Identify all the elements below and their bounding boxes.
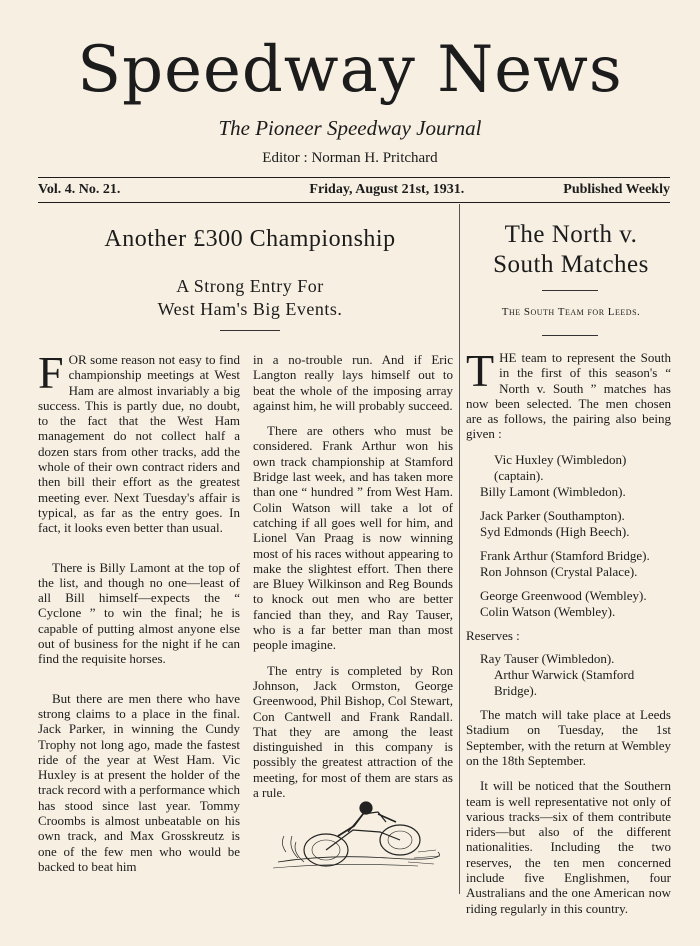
issue-date: Friday, August 21st, 1931. — [309, 182, 465, 197]
rider: Jack Parker (Southampton). — [480, 507, 625, 523]
right-headline-line1: The North v. — [504, 221, 638, 248]
rider: Billy Lamont (Wimbledon). — [480, 483, 626, 499]
right-article-column — [466, 345, 671, 926]
masthead-subtitle: The Pioneer Speedway Journal — [218, 116, 482, 140]
rider: Frank Arthur (Stamford Bridge). — [480, 547, 650, 563]
left-article-column-1 — [38, 347, 240, 884]
left-subhead-line2: West Ham's Big Events. — [157, 299, 343, 319]
paragraph: The entry is completed by Ron Johnson, Jack Ormston, George Greenwood, Phil Bishop, Col Stewart, Con Cantwell and Frank Randall. That they are among the least distinguished in this company is possibly the greatest attraction of the meeting, for most of them are stars as a rule. — [253, 662, 453, 801]
paragraph: It will be noticed that the Southern team is well representative not only of various tracks—six of them contribute riders—but also of the different nationalities. Including the two reserves, the ten men concerned include five Englishmen, four Australians and the one American now riding regularly in this country. — [466, 778, 671, 916]
team-pair — [466, 452, 671, 500]
speedway-rider-illustration — [268, 792, 444, 878]
volume-number: Vol. 4. No. 21. — [38, 182, 121, 197]
masthead-title: Speedway News — [77, 33, 623, 107]
left-headline-rule — [220, 330, 280, 331]
left-subhead-line1: A Strong Entry For — [176, 276, 324, 296]
rider: George Greenwood (Wembley). — [480, 587, 647, 603]
right-subhead-rule — [542, 335, 598, 336]
left-headline: Another £300 Championship — [104, 226, 396, 252]
right-subhead: The South Team for Leeds. — [501, 306, 641, 318]
dropcap: F — [38, 347, 64, 398]
publication-frequency: Published Weekly — [563, 182, 670, 197]
right-headline-rule — [542, 290, 598, 291]
rider: Colin Watson (Wembley). — [480, 603, 616, 619]
masthead-editor: Editor : Norman H. Pritchard — [262, 150, 438, 166]
paragraph: There is Billy Lamont at the top of the list, and though no one—least of all Bill himself—expects the “ Cyclone ” to win the final; he is capable of putting almost anyone else out of business for the night if he can find the requisite horses. — [38, 559, 240, 667]
left-subhead — [40, 275, 460, 321]
right-headline-line2: South Matches — [493, 251, 649, 278]
rider: Vic Huxley (Wimbledon) (captain). — [494, 451, 627, 483]
dropcap: T — [466, 345, 495, 396]
paragraph: There are others who must be considered. Frank Arthur won his own track championship at Stamford Bridge last week, and has taken more than one “ hundred ” from West Ham. Colin Watson will take a lot of catching if all goes well for him, and Lionel Van Praag is now winning most of his races without appearing to make the slightest effort. Then there are Bluey Wilkinson and Reg Bounds to knock out men who are better fancied than they, and Ray Tauser, who is a far better man than most people imagine. — [253, 423, 453, 653]
rider: Syd Edmonds (High Beech). — [480, 523, 630, 539]
top-rule — [38, 177, 670, 178]
reserve-rider: Ray Tauser (Wimbledon). — [480, 651, 615, 667]
reserves-label: Reserves : — [466, 627, 520, 643]
rider: Ron Johnson (Crystal Palace). — [480, 563, 638, 579]
paragraph: The match will take place at Leeds Stadium on Tuesday, the 1st September, with the return at Wembley on the 18th September. — [466, 707, 671, 768]
team-pair — [466, 548, 671, 580]
right-headline — [466, 220, 676, 280]
team-pair — [466, 588, 671, 620]
reserves-list — [466, 651, 671, 699]
paragraph: in a no-trouble run. And if Eric Langton really lays himself out to beat the whole of the imposing array against him, he will probably succeed. — [253, 352, 453, 413]
paragraph: THE team to represent the South in the first of this season's “ North v. South ” matches has now been selected. The men chosen are as follows, the pairing also being given : — [466, 345, 671, 442]
reserve-rider: Arthur Warwick (Stamford Bridge). — [494, 667, 635, 699]
paragraph: FOR some reason not easy to find championship meetings at West Ham are almost invariably a big success. This is partly due, no doubt, to the fact that the West Ham management do not collect half a dozen stars from other tracks, add the whole of their own contract riders and then bill their effort as the greatest meeting ever. Next Tuesday's affair is typical, as far as the entry goes. In fact, it looks even better than usual. — [38, 347, 240, 536]
issue-info-bar — [38, 182, 670, 198]
paragraph: But there are men there who have strong claims to a place in the final. Jack Parker, in winning the Cundy Trophy not long ago, made the fastest ride of the year at West Ham. Vic Huxley is at present the holder of the track record with a performance which has stood since last year. Tommy Croombs is almost unbeatable on his own track, and Max Grosskreutz is one of the few men who would be backed to beat him — [38, 690, 240, 874]
bottom-rule — [38, 202, 670, 203]
left-article-column-2 — [253, 352, 453, 810]
team-pair — [466, 508, 671, 540]
